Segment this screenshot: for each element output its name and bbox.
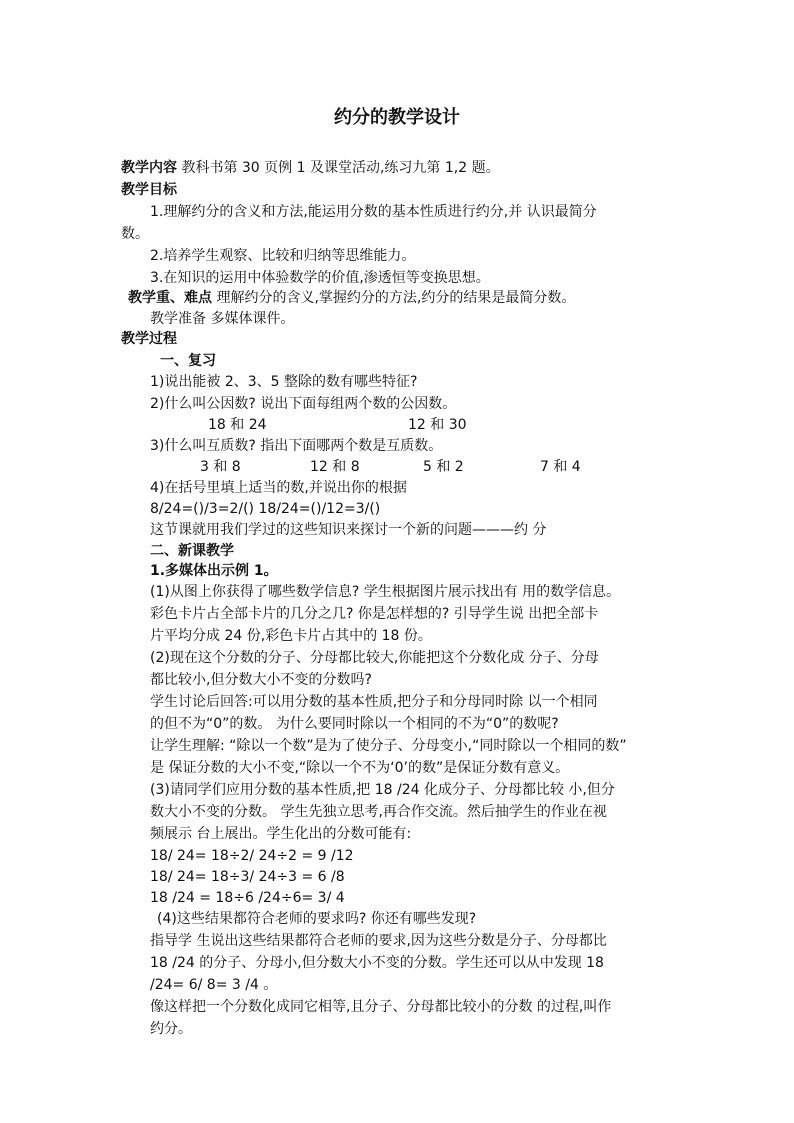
- example-1-heading: 1.多媒体出示例 1。: [150, 563, 278, 579]
- review-q3-pair-2: 12 和 8: [310, 459, 360, 475]
- teaching-content-line: [121, 158, 500, 178]
- goal-1-line-b: 数。: [121, 226, 149, 242]
- paragraph-4-line-d: /24= 6/ 8= 3 /4 。: [150, 977, 278, 993]
- teaching-content-text: 教科书第 30 页例 1 及课堂活动,练习九第 1,2 题。: [181, 160, 500, 176]
- review-q2-pair-1: 18 和 24: [208, 417, 267, 433]
- teaching-goals-heading: 教学目标: [121, 182, 177, 198]
- equation-3: 18 /24 = 18÷6 /24÷6= 3/ 4: [150, 890, 345, 906]
- definition-line-b: 约分。: [150, 1021, 192, 1037]
- review-question-1: 1)说出能被 2、3、5 整除的数有哪些特征?: [150, 374, 418, 390]
- key-difficulty-text: 理解约分的含义,掌握约分的方法,约分的结果是最简分数。: [216, 290, 576, 306]
- paragraph-2-line-e: 让学生理解: “除以一个数”是为了使分子、分母变小,“同时除以一个相同的数”: [150, 738, 627, 754]
- teaching-content-label: 教学内容: [121, 160, 177, 176]
- review-q2-pair-2: 12 和 30: [408, 417, 467, 433]
- definition-line-a: 像这样把一个分数化成同它相等,且分子、分母都比较小的分数 的过程,叫作: [150, 999, 612, 1015]
- paragraph-2-line-b: 都比较小,但分数大小不变的分数吗?: [150, 672, 372, 688]
- key-difficulty-label: 教学重、难点: [128, 290, 212, 306]
- review-question-2: 2)什么叫公因数? 说出下面每组两个数的公因数。: [150, 396, 457, 412]
- paragraph-2-line-d: 的但不为“0”的数。 为什么要同时除以一个相同的不为“0”的数呢?: [150, 716, 559, 732]
- paragraph-3-line-b: 数大小不变的分数。 学生先独立思考,再合作交流。然后抽学生的作业在视: [150, 804, 607, 820]
- paragraph-2-line-f: 是 保证分数的大小不变,“除以一个不为‘0’的数”是保证分数有意义。: [150, 760, 570, 776]
- goal-3: 3.在知识的运用中体验数学的价值,渗透恒等变换思想。: [150, 270, 490, 286]
- paragraph-1-line-b: 彩色卡片占全部卡片的几分之几? 你是怎样想的? 引导学生说 出把全部卡: [150, 606, 599, 622]
- equation-1: 18/ 24= 18÷2/ 24÷2 = 9 /12: [150, 848, 354, 864]
- transition-sentence: 这节课就用我们学过的这些知识来探讨一个新的问题———约 分: [150, 522, 547, 538]
- paragraph-3-line-a: (3)请同学们应用分数的基本性质,把 18 /24 化成分子、分母都比较 小,但分: [150, 782, 615, 798]
- key-difficulty-line: [128, 288, 575, 308]
- review-q3-pair-1: 3 和 8: [200, 459, 241, 475]
- review-q3-pair-3: 5 和 2: [423, 459, 464, 475]
- teaching-prep: 教学准备 多媒体课件。: [150, 311, 295, 327]
- paragraph-3-line-c: 频展示 台上展出。学生化出的分数可能有:: [150, 826, 412, 842]
- review-question-4: 4)在括号里填上适当的数,并说出你的根据: [150, 480, 407, 496]
- paragraph-4-line-a: (4)这些结果都符合老师的要求吗? 你还有哪些发现?: [157, 911, 477, 927]
- equation-2: 18/ 24= 18÷3/ 24÷3 = 6 /8: [150, 869, 345, 885]
- paragraph-4-line-b: 指导学 生说出这些结果都符合老师的要求,因为这些分数是分子、分母都比: [150, 933, 607, 949]
- review-heading: 一、复习: [160, 353, 216, 369]
- paragraph-4-line-c: 18 /24 的分子、分母小,但分数大小不变的分数。学生还可以从中发现 18: [150, 955, 604, 971]
- review-question-3: 3)什么叫互质数? 指出下面哪两个数是互质数。: [150, 438, 443, 454]
- review-q4-equation: 8/24=()/3=2/() 18/24=()/12=3/(): [150, 501, 381, 517]
- paragraph-2-line-c: 学生讨论后回答:可以用分数的基本性质,把分子和分母同时除 以一个相同: [150, 694, 598, 710]
- paragraph-1-line-c: 片平均分成 24 份,彩色卡片占其中的 18 份。: [150, 628, 432, 644]
- page-title: 约分的教学设计: [334, 107, 460, 128]
- goal-2: 2.培养学生观察、比较和归纳等思维能力。: [150, 248, 416, 264]
- teaching-process-heading: 教学过程: [121, 331, 177, 347]
- new-lesson-heading: 二、新课教学: [150, 543, 234, 559]
- goal-1-line-a: 1.理解约分的含义和方法,能运用分数的基本性质进行约分,并 认识最简分: [150, 204, 597, 220]
- paragraph-2-line-a: (2)现在这个分数的分子、分母都比较大,你能把这个分数化成 分子、分母: [150, 650, 599, 666]
- review-q3-pair-4: 7 和 4: [540, 459, 581, 475]
- paragraph-1-line-a: (1)从图上你获得了哪些数学信息? 学生根据图片展示找出有 用的数学信息。: [150, 584, 621, 600]
